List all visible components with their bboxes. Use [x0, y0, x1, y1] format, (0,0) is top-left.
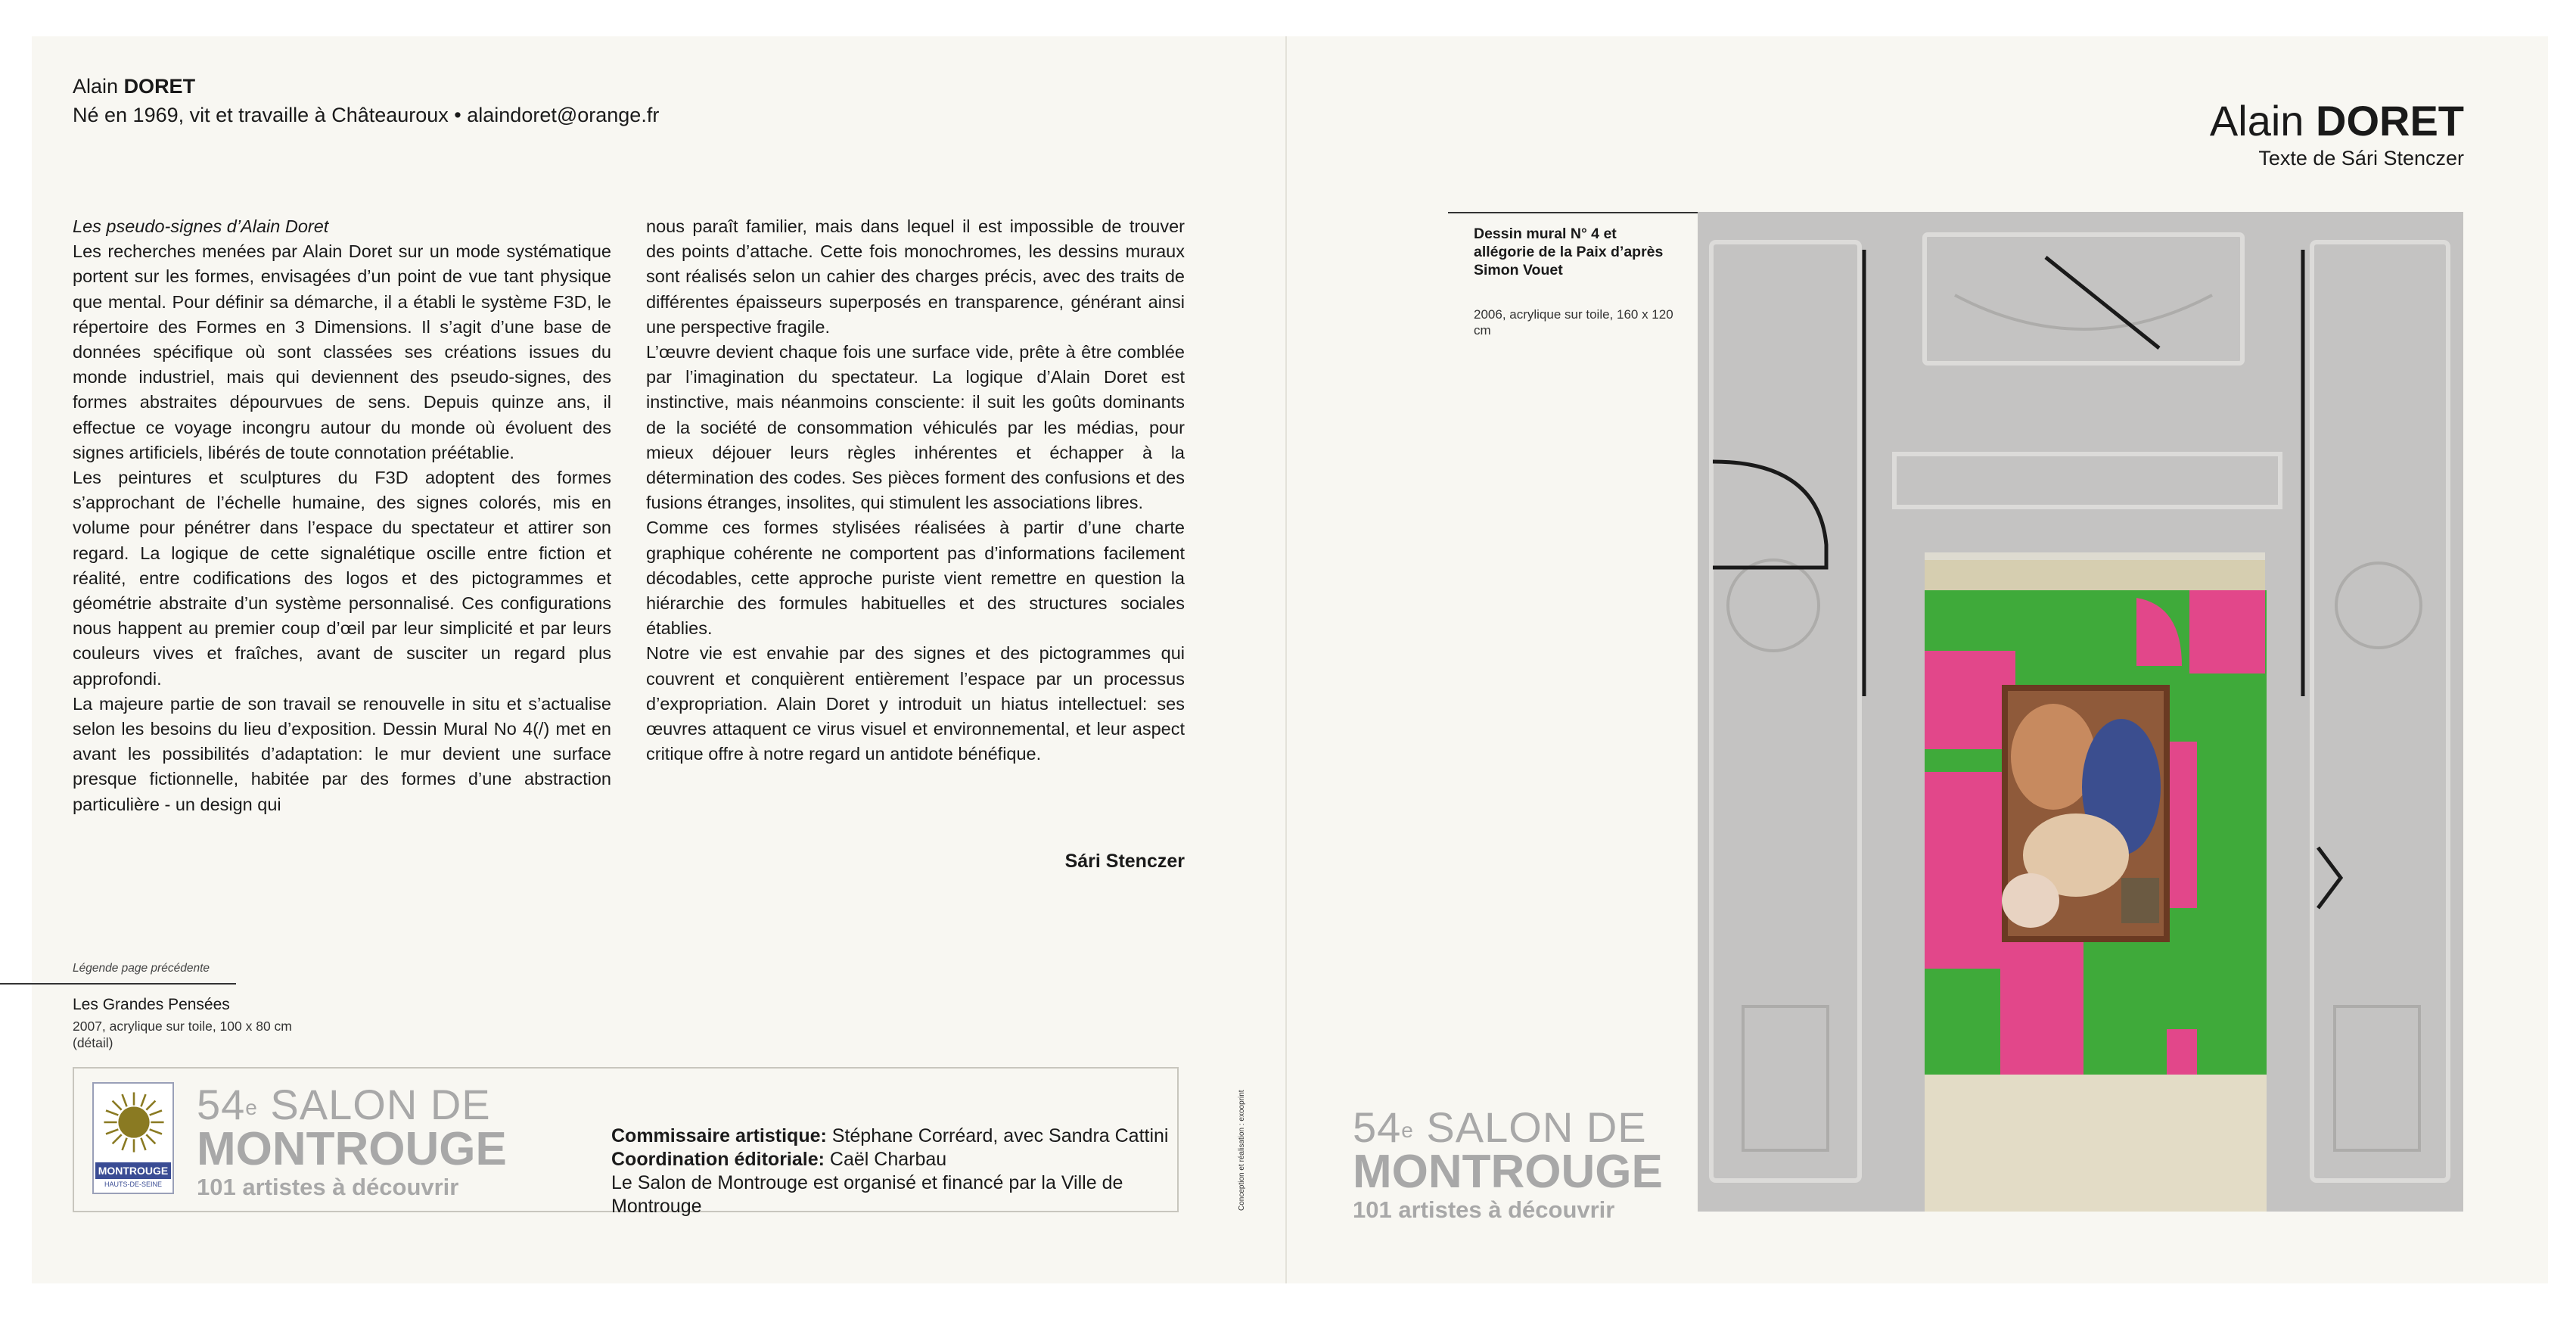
- essay-paragraph: La majeure partie de son travail se renouvelle in situ et s’actualise selon les besoins du lieu d’exposition. Dessin Mural No 4(/) met en avant les possibilités d’adaptation: le mur devient une surface presque fictionnelle, habitée par des formes d’une abstraction particulière - un design qui: [73, 693, 611, 814]
- legend-title: Les Grandes Pensées: [73, 996, 230, 1013]
- essay-paragraph: L’œuvre devient chaque fois une surface vide, prête à être comblée par l’imagination du spectateur. La logique d’Alain Doret est instinctive, mais néanmoins consciente: il suit les goûts dominants de la société de consommation véhiculés par les médias, pour mieux déjouer leurs règles inhérentes et échapper à la détermination des codes. Ses pièces forment des confusions et des fusions étranges, insolites, qui stimulent les associations libres.: [646, 342, 1185, 513]
- artist-bio: Né en 1969, vit et travaille à Châteauroux • alaindoret@orange.fr: [73, 104, 660, 126]
- essay-column-1: [73, 214, 611, 817]
- essay-paragraph: Les recherches menées par Alain Doret sur un mode systématique portent sur les formes, envisagées d’un point de vue tant physique que mental. Pour définir sa démarche, il a établi le système F3D, le répertoire des Formes en 3 Dimensions. Il s’agit d’une base de données spécifique où sont classées ses créations issues du monde industriel, mais qui deviennent des pseudo-signes, des formes abstraites dépourvues de sens. Depuis quinze ans, il effectue ce voyage incongru autour du monde où évoluent des signes artificiels, libérés de toute connotation préétablie.: [73, 241, 611, 462]
- artwork-photo: [1698, 212, 2463, 1212]
- page-fold: [1285, 36, 1287, 1283]
- logo-subtitle: HAUTS-DE-SEINE: [104, 1181, 162, 1188]
- artist-first-name: Alain: [2209, 97, 2304, 145]
- montrouge-logo: [92, 1082, 174, 1194]
- salon-title-line2: MONTROUGE: [1353, 1146, 1663, 1198]
- artwork-caption-details: 2006, acrylique sur toile, 160 x 120 cm: [1474, 307, 1673, 338]
- salon-tagline: 101 artistes à découvrir: [197, 1174, 459, 1200]
- salon-tagline: 101 artistes à découvrir: [1353, 1196, 1615, 1223]
- artist-last-name: DORET: [123, 75, 196, 98]
- credit-line: Commissaire artistique: Stéphane Corréard, avec Sandra Cattini: [611, 1125, 1169, 1146]
- legend-divider: [0, 983, 236, 985]
- legend-label: Légende page précédente: [73, 962, 210, 975]
- credit-line: Coordination éditoriale: Caël Charbau: [611, 1149, 947, 1170]
- essay-paragraph: Comme ces formes stylisées réalisées à partir d’une charte graphique cohérente ne comportent pas d’informations facilement décodables, cette approche puriste vient remettre en question la hiérarchie des formules habituelles et des structures sociales établies.: [646, 518, 1185, 639]
- artwork-caption-title: Dessin mural N° 4 et allégorie de la Paix d’après Simon Vouet: [1474, 226, 1664, 278]
- credit-line: Le Salon de Montrouge est organisé et financé par la Ville de Montrouge: [611, 1172, 1123, 1217]
- essay-paragraph: Les peintures et sculptures du F3D adoptent des formes s’approchant de l’échelle humaine, des signes colorés, mis en volume pour pénétrer dans l’espace du spectateur et attirer son regard. La logique de cette signalétique oscille entre fiction et réalité, entre codifications des logos et des pictogrammes et géométrie abstraite d’un système personnalisé. Ces configurations nous happent au premier coup d’œil par leur simplicité et par leurs couleurs vives et fraîches, avant de susciter un regard plus approfondi.: [73, 468, 611, 689]
- salon-title-line1: 54e SALON DE: [1353, 1103, 1647, 1151]
- caption-divider: [1448, 212, 1703, 213]
- essay-title: Les pseudo-signes d’Alain Doret: [73, 216, 329, 236]
- sun-icon: [101, 1090, 166, 1155]
- artist-first-name: Alain: [73, 75, 119, 98]
- artist-name-left: [73, 73, 195, 100]
- salon-title-line1: 54e SALON DE: [197, 1081, 491, 1128]
- essay-signature: Sári Stenczer: [1064, 851, 1185, 872]
- essay-paragraph: nous paraît familier, mais dans lequel il est impossible de trouver des points d’attache. Cette fois monochromes, les dessins muraux sont réalisés selon un cahier des charges précis, avec des traits de différentes épaisseurs superposés en transparence, générant ainsi une perspective fragile.: [646, 216, 1185, 337]
- essay-column-2: [646, 214, 1185, 767]
- artist-last-name: DORET: [2316, 97, 2464, 145]
- salon-title-line2: MONTROUGE: [197, 1123, 507, 1175]
- legend-details: 2007, acrylique sur toile, 100 x 80 cm (détail): [73, 1019, 292, 1050]
- artist-name-right: [2210, 97, 2464, 145]
- design-credit: Conception et réalisation : exooprint: [1238, 1090, 1246, 1211]
- credits-block: [611, 1125, 1177, 1218]
- logo-band: MONTROUGE: [95, 1162, 171, 1179]
- essay-paragraph: Notre vie est envahie par des signes et des pictogrammes qui couvrent et conquièrent entièrement l’espace par un processus d’expropriation. Alain Doret y introduit un hiatus intellectuel: ses œuvres attaquent ce virus visuel et environnemental, et leur aspect critique offre à notre regard un antidote bénéfique.: [646, 643, 1185, 764]
- salon-footer-box: [73, 1067, 1179, 1217]
- text-author: Texte de Sári Stenczer: [2258, 147, 2464, 170]
